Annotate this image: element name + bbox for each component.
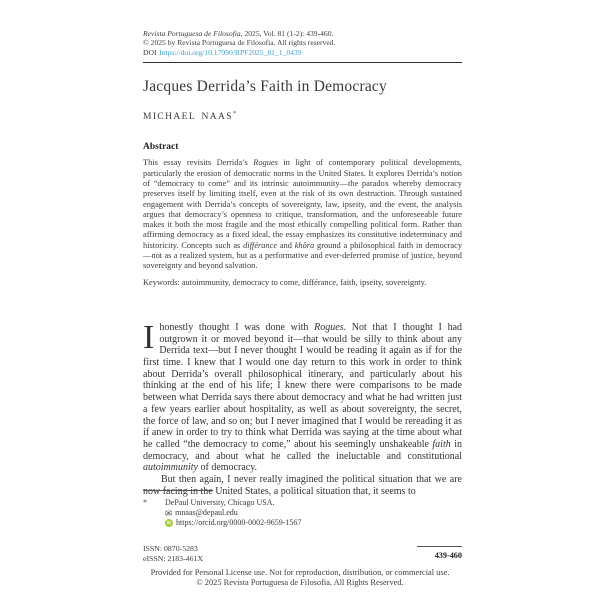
page-content [143, 0, 462, 497]
license-line: Provided for Personal License use. Not for reproduction, distribution, or commercial use. [150, 568, 450, 577]
email-icon: ✉ [165, 507, 173, 518]
author-email-line [165, 508, 301, 518]
abstract-heading: Abstract [143, 142, 179, 153]
doi-label: DOI [143, 47, 157, 57]
abstract-text: This essay revisits Derrida’s Rogues in light of contemporary political developments, particularly the erosion of democratic norms in the United States. It explores Derrida’s notion of “democracy to come” and its intrinsic autoimmunity—the paradox whereby democracy preserves itself by limiting itself, even at the risk of its own destruction. Through sustained engagement with Derrida’s concepts of sovereignty, law, ipseity, and the event, the analysis argues that democracy’s openness to critique, transformation, and the unforeseeable future makes it both the most fragile and the most ethically compelling political form. Rather than affirming democracy as a fixed ideal, the essay emphasizes its constitutive indeterminacy and historicity. Concepts such as différance and khôra ground a philosophical faith in democracy—not as a realized system, but as a performative and ever-deferred promise of justice, beyond sovereignty and beyond salvation. [143, 158, 463, 271]
page-range: 439-460 [434, 551, 462, 560]
footer-copyright: © 2025 Revista Portuguesa de Filosofia. All Rights Reserved. [196, 578, 404, 588]
footnote-area [143, 490, 462, 528]
footnote-content [165, 498, 301, 528]
author-email-link[interactable]: mnaas@depaul.edu [175, 508, 238, 517]
orcid-icon: iD [166, 520, 172, 525]
orcid-link[interactable]: https://orcid.org/0000-0002-9659-1567 [176, 518, 302, 527]
page-range-block [417, 544, 462, 561]
body-paragraph-1 [143, 318, 463, 474]
journal-name: Revista Portuguesa de Filosofia [143, 29, 241, 38]
author-name [143, 110, 462, 122]
orcid-line [165, 518, 301, 528]
body-paragraph-1-text: honestly thought I was done with Rogues. Not that I thought I had outgrown it or moved beyond it—that would be silly to think about any Derrida text—but I never thought I would be reading it again as if for the first time. I knew that I would one day return to this work in order to think about Derrida’s overall philosophical itinerary, and particularly about his thinking at the end of his life; I knew there were comparisons to be made between what Derrida says there about democracy and what he had written just a few years earlier about hospitality, as well as about sovereignty, the secret, the force of law, and so on; but I never imagined that I would be rereading it as if anew in order to try to think what Derrida was saying at the time about what he called “the democracy to come,” about his seemingly unshakeable faith in democracy, and about what he called the ineluctable and constitutional autoimmunity of democracy. [143, 321, 463, 474]
issn-block [143, 544, 203, 563]
author-affiliation: DePaul University, Chicago USA. [165, 498, 275, 507]
journal-citation-line [143, 29, 462, 38]
header-rule [143, 62, 462, 63]
body-paragraph-2: But then again, I never really imagined the political situation that we are now facing in the United States, a political situation that, it seems to [143, 474, 462, 497]
issue-meta-row [143, 544, 462, 563]
article-body [143, 318, 463, 498]
footnote-row [143, 498, 462, 528]
journal-copyright-line: © 2025 by Revista Portuguesa de Filosofia. All rights reserved. [143, 38, 336, 48]
license-footer [0, 568, 600, 588]
page-range-rule [417, 546, 462, 547]
article-title: Jacques Derrida’s Faith in Democracy [143, 78, 387, 96]
doi-line [143, 48, 462, 57]
abstract-section [143, 142, 462, 288]
footnote-rule [143, 490, 213, 491]
footnote-mark: * [143, 498, 147, 507]
journal-citation-rest: , 2025, Vol. 81 (1-2): 439-460. [240, 29, 334, 38]
eissn-value: eISSN: 2183-461X [143, 553, 203, 563]
issn-value: ISSN: 0870-5283 [143, 544, 198, 553]
author-footnote-mark: * [232, 110, 238, 118]
dropcap-letter: I [143, 318, 155, 356]
doi-link[interactable]: https://doi.org/10.17990/RPF2025_81_1_0439 [159, 47, 302, 57]
author-name-text: MICHAEL NAAS [143, 112, 233, 123]
keywords-line: Keywords: autoimmunity, democracy to come, différance, faith, ipseity, sovereignty. [143, 277, 427, 287]
journal-masthead [143, 29, 462, 57]
